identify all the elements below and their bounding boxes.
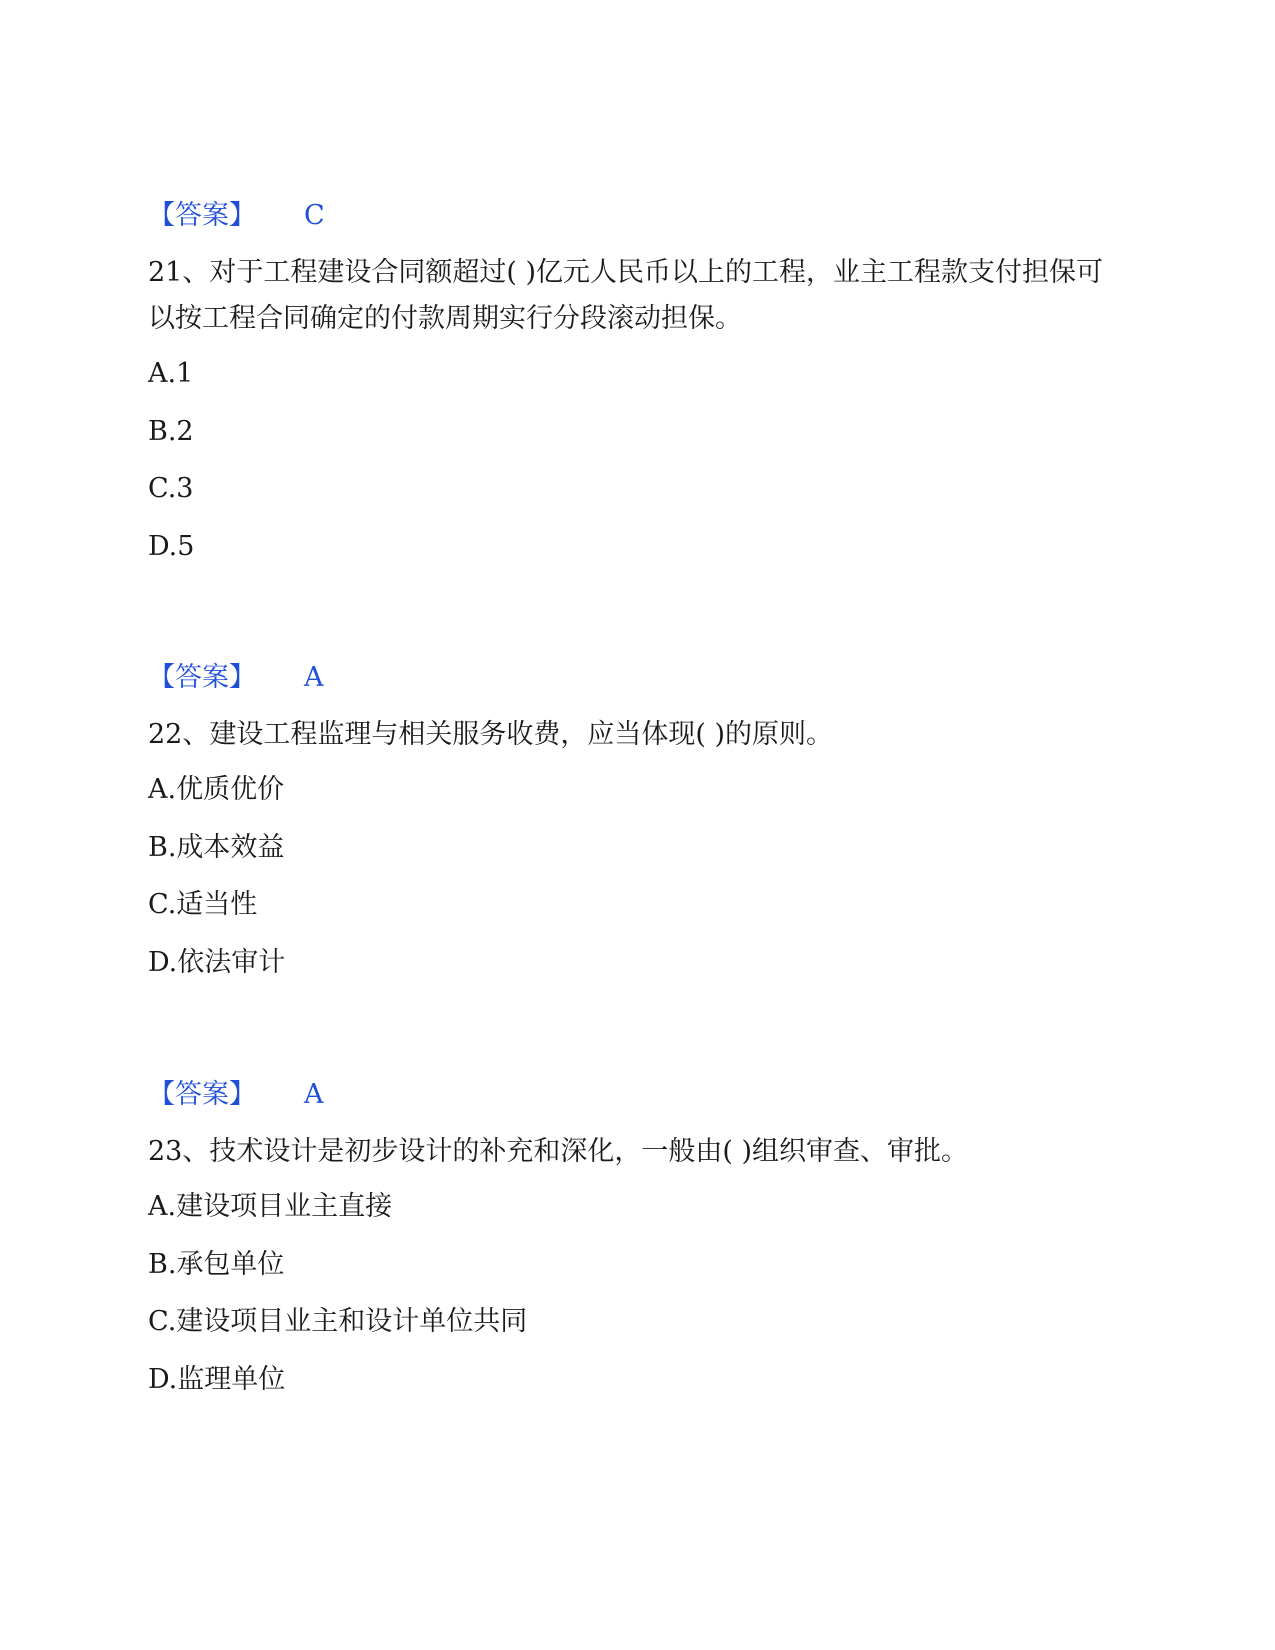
question-block-21 — [148, 196, 1108, 584]
question-block-22 — [148, 658, 1108, 1000]
option-b: B.2 — [148, 415, 194, 447]
answer-line — [148, 658, 1108, 698]
question-block-23 — [148, 1075, 1108, 1417]
question-text: 23、技术设计是初步设计的补充和深化，一般由( )组织审查、审批。 — [148, 1136, 969, 1167]
options-list — [148, 354, 1108, 584]
option-a: A.优质优价 — [148, 774, 285, 805]
answer-value: A — [304, 662, 324, 693]
option-b: B.承包单位 — [148, 1248, 285, 1280]
option-c: C.适当性 — [148, 889, 258, 920]
answer-tag: 【答案】 — [148, 1079, 256, 1110]
answer-line — [148, 1075, 1108, 1115]
options-list — [148, 1187, 1108, 1417]
answer-line — [148, 196, 1108, 236]
question-text: 21、对于工程建设合同额超过( )亿元人民币以上的工程，业主工程款支付担保可以按工程合同确定的付款周期实行分段滚动担保。 — [148, 257, 1104, 334]
option-d: D.5 — [148, 530, 195, 562]
option-a: A.建设项目业主直接 — [148, 1191, 393, 1222]
option-d: D.监理单位 — [148, 1363, 286, 1395]
option-b: B.成本效益 — [148, 831, 285, 863]
option-a: A.1 — [148, 358, 194, 389]
option-c: C.建设项目业主和设计单位共同 — [148, 1306, 528, 1337]
answer-tag: 【答案】 — [148, 200, 256, 231]
options-list — [148, 770, 1108, 1000]
answer-value: C — [304, 200, 325, 231]
answer-value: A — [304, 1079, 324, 1110]
option-c: C.3 — [148, 473, 194, 504]
option-d: D.依法审计 — [148, 946, 286, 978]
answer-tag: 【答案】 — [148, 662, 256, 693]
question-text: 22、建设工程监理与相关服务收费，应当体现( )的原则。 — [148, 719, 834, 750]
